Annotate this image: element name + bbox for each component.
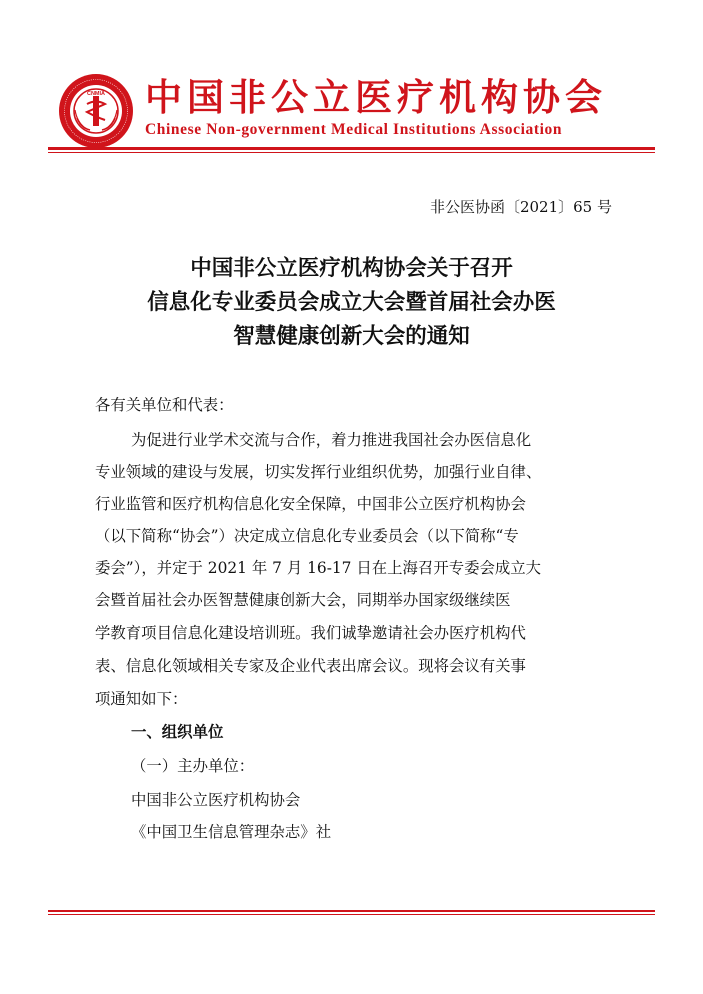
logo-abbrev: CNMIA: [86, 91, 106, 97]
paragraph-line: 专业领域的建设与发展，切实发挥行业组织优势，加强行业自律、: [95, 463, 542, 481]
footer-rule-thick: [48, 910, 655, 912]
title-line-3: 智慧健康创新大会的通知: [233, 324, 470, 349]
document-number: 非公医协函〔2021〕65 号: [429, 198, 612, 216]
subsection-heading: （一）主办单位：: [131, 757, 255, 775]
org-name-cn: 中国非公立医疗机构协会: [145, 75, 607, 119]
org-name-en: Chinese Non-government Medical Institutions Association: [145, 121, 563, 138]
header-rule-thick: [48, 147, 655, 150]
paragraph-line: 表、信息化领域相关专家及企业代表出席会议。现将会议有关事: [95, 657, 526, 675]
document-title: [0, 252, 703, 354]
header-rule-thin: [48, 152, 655, 153]
paragraph-line: 行业监管和医疗机构信息化安全保障，中国非公立医疗机构协会: [95, 495, 526, 513]
title-line-2: 信息化专业委员会成立大会暨首届社会办医: [147, 290, 556, 315]
organizer-item: 中国非公立医疗机构协会: [131, 791, 301, 809]
section-heading: 一、组织单位: [131, 723, 224, 741]
paragraph-line: 项通知如下：: [95, 690, 188, 708]
title-line-1: 中国非公立医疗机构协会关于召开: [190, 256, 513, 281]
paragraph-line: 为促进行业学术交流与合作，着力推进我国社会办医信息化: [131, 431, 532, 449]
paragraph-line: 会暨首届社会办医智慧健康创新大会，同期举办国家级继续医: [95, 591, 511, 609]
paragraph-line: 委会”），并定于 2021 年 7 月 16-17 日在上海召开专委会成立大: [95, 559, 542, 577]
paragraph-line: 学教育项目信息化建设培训班。我们诚挚邀请社会办医疗机构代: [95, 624, 526, 642]
association-logo: [57, 72, 135, 150]
salutation: 各有关单位和代表：: [95, 396, 234, 414]
paragraph-line: （以下简称“协会”）决定成立信息化专业委员会（以下简称“专: [95, 527, 519, 545]
organizer-item: 《中国卫生信息管理杂志》社: [131, 823, 332, 841]
footer-rule-thin: [48, 914, 655, 915]
